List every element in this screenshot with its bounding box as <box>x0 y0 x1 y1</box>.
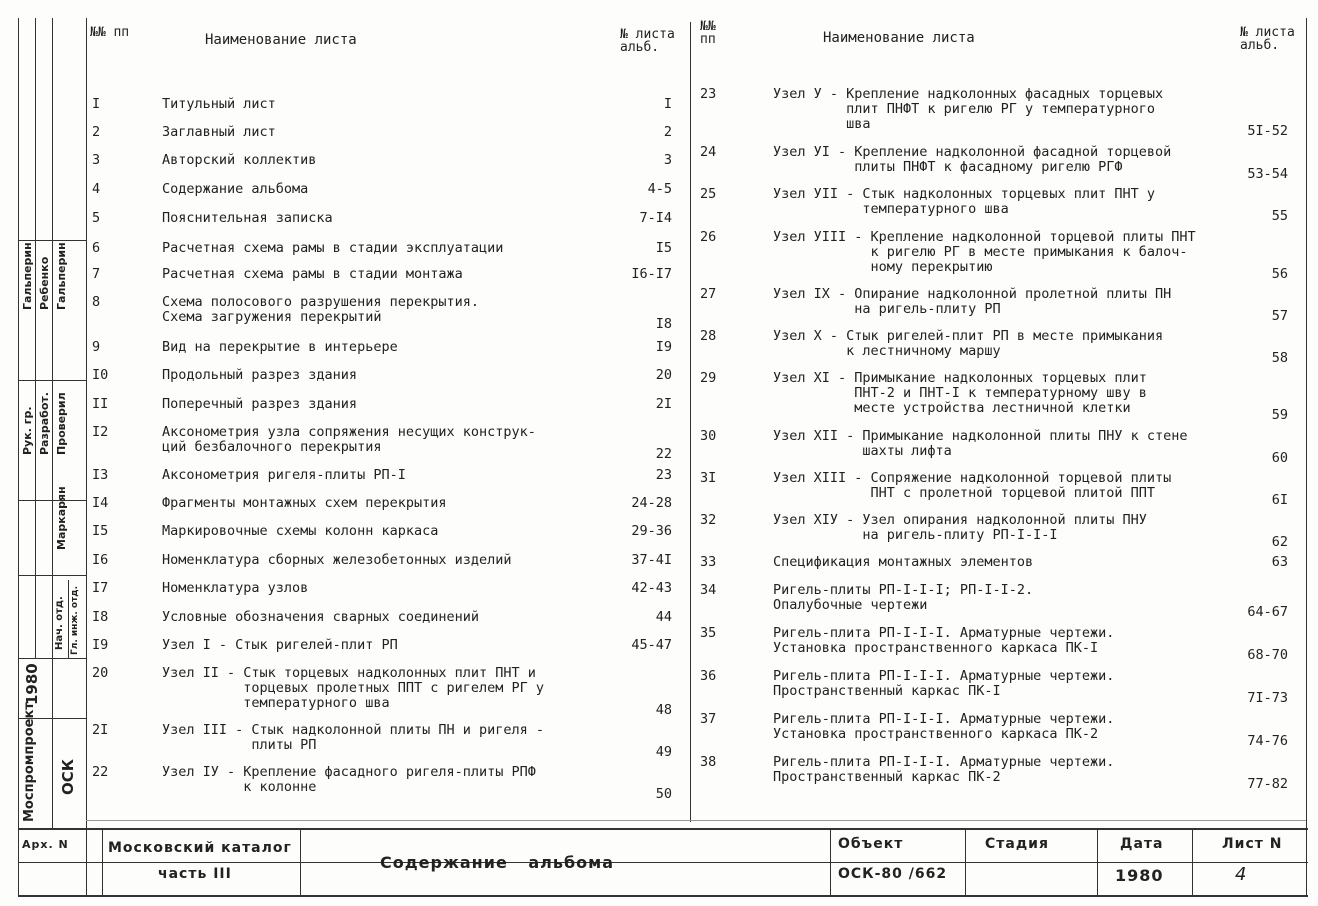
catalog-part: часть III <box>158 866 232 882</box>
row-title: шахты лифта <box>773 443 952 459</box>
row-number: I7 <box>92 580 109 596</box>
row-number: 36 <box>700 668 717 684</box>
row-title: ному перекрытию <box>773 259 993 275</box>
row-title: Узел IУ - Крепление фасадного ригеля-плиты РПФ <box>162 764 536 780</box>
row-sheet-number: 5I-52 <box>1247 123 1288 139</box>
row-number: 32 <box>700 512 717 528</box>
row-title: на ригель-плиту РП <box>773 301 1001 317</box>
row-sheet-number: 3 <box>663 152 672 168</box>
stamp-name: Ребенко <box>38 256 51 310</box>
row-title: Узел У - Крепление надколонных фасадных торцевых <box>773 86 1164 102</box>
row-title: Пространственный каркас ПК-2 <box>773 769 1001 785</box>
row-sheet-number: 64-67 <box>1247 604 1288 620</box>
row-title: к ригелю РГ в месте примыкания к балоч- <box>773 244 1188 260</box>
row-sheet-number: 2I <box>655 396 672 412</box>
row-title: температурного шва <box>773 201 1009 217</box>
row-title: Узел XIII - Сопряжение надколонной торцевой плиты <box>773 470 1172 486</box>
stamp-name: Гальперин <box>21 242 34 310</box>
row-number: 38 <box>700 754 717 770</box>
row-number: 33 <box>700 554 717 570</box>
row-title: на ригель-плиту РП-I-I-I <box>773 527 1058 543</box>
stamp-role: Проверил <box>55 392 68 455</box>
row-sheet-number: I <box>663 96 672 112</box>
row-number: 24 <box>700 144 717 160</box>
row-title: Титульный лист <box>162 96 276 112</box>
stamp-name: Маркарян <box>55 486 68 550</box>
date-value: 1980 <box>1115 866 1164 885</box>
row-sheet-number: 37-4I <box>631 552 672 568</box>
row-title: Пояснительная записка <box>162 210 333 226</box>
row-number: I4 <box>92 495 109 511</box>
row-sheet-number: 63 <box>1271 554 1288 570</box>
row-number: 26 <box>700 229 717 245</box>
row-sheet-number: 60 <box>1271 450 1288 466</box>
row-sheet-number: 53-54 <box>1247 166 1288 182</box>
row-number: 8 <box>92 294 101 310</box>
row-title: Узел I - Стык ригелей-плит РП <box>162 637 398 653</box>
row-sheet-number: 29-36 <box>631 523 672 539</box>
row-title: Расчетная схема рамы в стадии эксплуатации <box>162 240 504 256</box>
row-title: Опалубочные чертежи <box>773 597 928 613</box>
row-sheet-number: 55 <box>1271 208 1288 224</box>
row-number: 20 <box>92 665 109 681</box>
row-title: Узел III - Стык надколонной плиты ПН и ригеля - <box>162 722 545 738</box>
sheet-title: Содержание альбома <box>380 853 615 872</box>
row-title: Узел УI - Крепление надколонной фасадной торцевой <box>773 144 1172 160</box>
stamp-name: Гальперин <box>55 242 68 310</box>
row-sheet-number: I9 <box>655 339 672 355</box>
stamp-year: 1980 <box>23 663 41 705</box>
row-title: Вид на перекрытие в интерьере <box>162 339 398 355</box>
arch-label: Арх. N <box>22 838 69 851</box>
row-number: I9 <box>92 637 109 653</box>
row-number: I2 <box>92 424 109 440</box>
row-sheet-number: 48 <box>655 702 672 718</box>
row-number: I3 <box>92 467 109 483</box>
row-sheet-number: 44 <box>655 609 672 625</box>
row-number: 22 <box>92 764 109 780</box>
row-title: Узел X - Стык ригелей-плит РП в месте примыкания <box>773 328 1164 344</box>
row-title: Узел УII - Стык надколонных торцевых плит ПНТ у <box>773 186 1156 202</box>
stamp-role: Нач. отд. <box>54 596 65 650</box>
row-title: Узел XI - Примыкание надколонных торцевых плит <box>773 370 1147 386</box>
row-number: 29 <box>700 370 717 386</box>
row-title: Узел УIII - Крепление надколонной торцевой плиты ПНТ <box>773 229 1196 245</box>
row-title: плит ПНФТ к ригелю РГ у температурного <box>773 101 1156 117</box>
row-number: 6 <box>92 240 101 256</box>
row-number: 23 <box>700 86 717 102</box>
row-title: Установка пространственного каркаса ПК-I <box>773 640 1099 656</box>
left-header-no: №№ пп <box>90 25 130 40</box>
row-title: к лестничному маршу <box>773 343 1001 359</box>
row-number: 30 <box>700 428 717 444</box>
row-title: Продольный разрез здания <box>162 367 358 383</box>
left-header-name: Наименование листа <box>205 32 357 48</box>
row-title: плиты ПНФТ к фасадному ригелю РГФ <box>773 159 1123 175</box>
row-number: 27 <box>700 286 717 302</box>
row-sheet-number: 58 <box>1271 350 1288 366</box>
row-number: 3 <box>92 152 101 168</box>
row-number: 7 <box>92 266 101 282</box>
object-label: Объект <box>838 836 904 852</box>
row-sheet-number: I6-I7 <box>631 266 672 282</box>
row-title: Узел XIУ - Узел опирания надколонной плиты ПНУ <box>773 512 1147 528</box>
row-sheet-number: 24-28 <box>631 495 672 511</box>
row-title: Номенклатура узлов <box>162 580 309 596</box>
row-title: Спецификация монтажных элементов <box>773 554 1034 570</box>
row-title: Номенклатура сборных железобетонных изделий <box>162 552 512 568</box>
row-title: Узел II - Стык торцевых надколонных плит ПНТ и <box>162 665 536 681</box>
row-sheet-number: 56 <box>1271 266 1288 282</box>
row-title: Фрагменты монтажных схем перекрытия <box>162 495 447 511</box>
row-sheet-number: 7-I4 <box>639 210 672 226</box>
row-number: I8 <box>92 609 109 625</box>
row-sheet-number: I8 <box>655 316 672 332</box>
row-number: I0 <box>92 367 109 383</box>
left-header-sheet: № листа альб. <box>620 27 675 55</box>
row-number: 5 <box>92 210 101 226</box>
row-sheet-number: 74-76 <box>1247 733 1288 749</box>
row-number: 25 <box>700 186 717 202</box>
row-title: Узел XII - Примыкание надколонной плиты ПНУ к стене <box>773 428 1188 444</box>
row-title: Схема загружения перекрытий <box>162 309 382 325</box>
row-sheet-number: 42-43 <box>631 580 672 596</box>
row-title: Аксонометрия узла сопряжения несущих конструк- <box>162 424 536 440</box>
row-title: Маркировочные схемы колонн каркаса <box>162 523 439 539</box>
right-header-sheet: № листа альб. <box>1240 25 1295 53</box>
stamp-org: Моспромпроект <box>22 702 37 822</box>
row-title: Узел IX - Опирание надколонной пролетной плиты ПН <box>773 286 1172 302</box>
row-sheet-number: 7I-73 <box>1247 690 1288 706</box>
row-number: I5 <box>92 523 109 539</box>
row-sheet-number: 62 <box>1271 534 1288 550</box>
row-title: Заглавный лист <box>162 124 276 140</box>
row-number: 9 <box>92 339 101 355</box>
sheet-number: 4 <box>1235 864 1248 885</box>
row-number: 37 <box>700 711 717 727</box>
row-sheet-number: 77-82 <box>1247 776 1288 792</box>
row-sheet-number: 22 <box>655 446 672 462</box>
row-number: II <box>92 396 109 412</box>
stamp-dept: ОСК <box>59 758 77 795</box>
row-sheet-number: 4-5 <box>647 181 672 197</box>
row-title: Ригель-плита РП-I-I-I. Арматурные чертежи. <box>773 668 1115 684</box>
row-title: Ригель-плита РП-I-I-I. Арматурные чертежи. <box>773 754 1115 770</box>
catalog-name: Московский каталог <box>108 840 292 856</box>
right-header-no: №№ пп <box>700 19 716 47</box>
row-number: 35 <box>700 625 717 641</box>
row-number: 28 <box>700 328 717 344</box>
row-title: к колонне <box>162 779 317 795</box>
row-number: 3I <box>700 470 717 486</box>
stamp-role: Гл. инж. отд. <box>70 586 80 655</box>
row-title: Пространственный каркас ПК-I <box>773 683 1001 699</box>
row-title: ций безбалочного перекрытия <box>162 439 382 455</box>
row-sheet-number: 49 <box>655 744 672 760</box>
row-title: ПНТ с пролетной торцевой плитой ППТ <box>773 485 1156 501</box>
stamp-role: Разработ. <box>38 392 51 455</box>
date-label: Дата <box>1120 836 1164 852</box>
row-title: температурного шва <box>162 695 390 711</box>
row-sheet-number: 50 <box>655 786 672 802</box>
row-title: Условные обозначения сварных соединений <box>162 609 479 625</box>
row-number: 4 <box>92 181 101 197</box>
row-sheet-number: I5 <box>655 240 672 256</box>
row-title: месте устройства лестничной клетки <box>773 400 1131 416</box>
row-title: Расчетная схема рамы в стадии монтажа <box>162 266 463 282</box>
row-title: Ригель-плиты РП-I-I-I; РП-I-I-2. <box>773 582 1034 598</box>
row-sheet-number: 45-47 <box>631 637 672 653</box>
row-title: Содержание альбома <box>162 181 309 197</box>
row-title: Авторский коллектив <box>162 152 317 168</box>
row-title: Схема полосового разрушения перекрытия. <box>162 294 479 310</box>
object-value: ОСК-80 /662 <box>838 866 948 882</box>
row-sheet-number: 20 <box>655 367 672 383</box>
row-title: Поперечный разрез здания <box>162 396 358 412</box>
row-number: 2I <box>92 722 109 738</box>
row-title: Установка пространственного каркаса ПК-2 <box>773 726 1099 742</box>
row-title: шва <box>773 116 871 132</box>
row-title: плиты РП <box>162 737 317 753</box>
row-title: Аксонометрия ригеля-плиты РП-I <box>162 467 406 483</box>
row-sheet-number: 6I <box>1271 492 1288 508</box>
right-header-name: Наименование листа <box>823 30 975 46</box>
row-number: 2 <box>92 124 101 140</box>
row-sheet-number: 23 <box>655 467 672 483</box>
stamp-role: Рук. гр. <box>21 406 34 455</box>
row-title: Ригель-плита РП-I-I-I. Арматурные чертежи. <box>773 711 1115 727</box>
row-title: торцевых пролетных ППТ с ригелем РГ у <box>162 680 545 696</box>
row-title: Ригель-плита РП-I-I-I. Арматурные чертежи. <box>773 625 1115 641</box>
stage-label: Стадия <box>985 836 1049 852</box>
row-sheet-number: 68-70 <box>1247 647 1288 663</box>
row-sheet-number: 2 <box>663 124 672 140</box>
sheet-label: Лист N <box>1222 836 1283 852</box>
row-title: ПНТ-2 и ПНТ-I к температурному шву в <box>773 385 1147 401</box>
row-number: I <box>92 96 101 112</box>
row-sheet-number: 57 <box>1271 308 1288 324</box>
row-number: 34 <box>700 582 717 598</box>
row-sheet-number: 59 <box>1271 407 1288 423</box>
row-number: I6 <box>92 552 109 568</box>
